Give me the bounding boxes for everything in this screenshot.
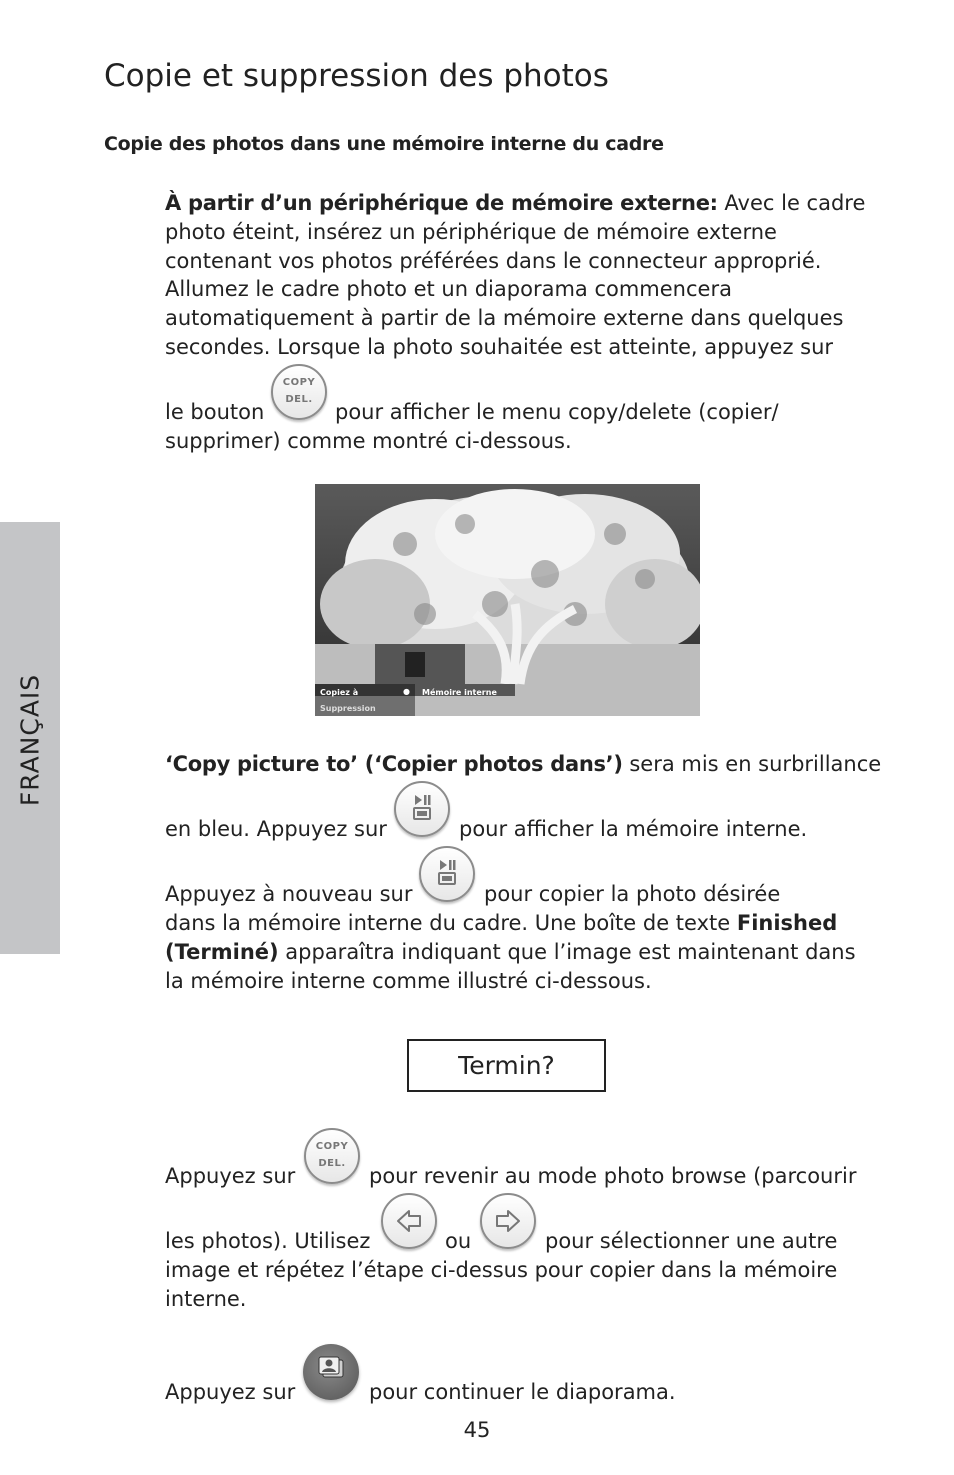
para2-line1-rest: sera mis en surbrillance <box>622 752 882 776</box>
page-title: Copie et suppression des photos <box>104 58 609 94</box>
play-pause-icon <box>394 781 450 837</box>
menu-item-copy-to: Copiez à <box>320 688 359 697</box>
para1-line4: Allumez le cadre photo et un diaporama commencera <box>165 277 732 301</box>
menu-item-bullet: ● <box>403 687 410 696</box>
section-subheading: Copie des photos dans une mémoire interne du cadre <box>104 133 664 155</box>
para2-line4-text: dans la mémoire interne du cadre. Une boîte de texte <box>165 911 737 935</box>
para2-line6: la mémoire interne comme illustré ci-dessous. <box>165 969 652 993</box>
para1-line1 <box>165 189 865 218</box>
play-pause-glyph <box>396 783 448 835</box>
play-pause-icon <box>419 846 475 902</box>
para2-line4 <box>165 909 837 938</box>
para3-line2a: les photos). Utilisez <box>165 1229 371 1253</box>
para3-line1b: pour revenir au mode photo browse (parcourir <box>369 1164 857 1188</box>
language-label: FRANÇAIS <box>15 673 45 807</box>
para1-line7b: pour afficher le menu copy/delete (copier/ <box>335 400 779 424</box>
para3-line1a: Appuyez sur <box>165 1164 296 1188</box>
slideshow-icon <box>303 1344 359 1400</box>
para1-bold-lead: À partir d’un périphérique de mémoire externe: <box>165 191 718 215</box>
page-number: 45 <box>463 1418 491 1442</box>
para2-bold-lead: ‘Copy picture to’ (‘Copier photos dans’) <box>165 752 623 776</box>
para2-line3b: pour copier la photo désirée <box>484 882 781 906</box>
right-arrow-icon <box>480 1193 536 1249</box>
para1-line7a: le bouton <box>165 400 265 424</box>
para2-line1 <box>165 750 881 779</box>
para2-line5-rest: apparaîtra indiquant que l’image est maintenant dans <box>278 940 856 964</box>
para3-line2b: pour sélectionner une autre <box>545 1229 838 1253</box>
del-label: DEL. <box>318 1158 346 1169</box>
menu-item-delete: Suppression <box>320 704 376 713</box>
finished-message-box: Termin? <box>407 1039 606 1092</box>
para1-line1-rest: Avec le cadre <box>717 191 866 215</box>
para3-line3: image et répétez l’étape ci-dessus pour copier dans la mémoire <box>165 1258 838 1282</box>
copy-del-icon <box>304 1128 360 1184</box>
right-arrow-glyph <box>482 1195 534 1247</box>
para3-or: ou <box>445 1229 472 1253</box>
del-label: DEL. <box>285 394 313 405</box>
tree-photo-screenshot <box>315 484 700 716</box>
play-pause-glyph <box>421 848 473 900</box>
para4-line1b: pour continuer le diaporama. <box>369 1380 676 1404</box>
para1-line2: photo éteint, insérez un périphérique de mémoire externe <box>165 220 777 244</box>
tree-photo-illustration <box>315 484 700 716</box>
para1-line8: supprimer) comme montré ci-dessous. <box>165 429 572 453</box>
left-arrow-icon <box>381 1193 437 1249</box>
menu-item-internal-memory: Mémoire interne <box>422 688 497 697</box>
para2-line2b: pour afficher la mémoire interne. <box>459 817 808 841</box>
para1-line3: contenant vos photos préférées dans le connecteur approprié. <box>165 249 822 273</box>
copy-label: COPY <box>282 377 316 388</box>
para2-line2a: en bleu. Appuyez sur <box>165 817 387 841</box>
slideshow-glyph <box>303 1344 359 1400</box>
para1-line6: secondes. Lorsque la photo souhaitée est atteinte, appuyez sur <box>165 335 834 359</box>
para2-termine-label: (Terminé) <box>165 940 279 964</box>
para2-line5 <box>165 938 856 967</box>
para2-finished-label: Finished <box>736 911 838 935</box>
para2-line3a: Appuyez à nouveau sur <box>165 882 413 906</box>
left-arrow-glyph <box>383 1195 435 1247</box>
copy-del-icon <box>271 364 327 420</box>
para4-line1a: Appuyez sur <box>165 1380 296 1404</box>
para3-line4: interne. <box>165 1287 247 1311</box>
para1-line5: automatiquement à partir de la mémoire externe dans quelques <box>165 306 844 330</box>
copy-label: COPY <box>315 1141 349 1152</box>
